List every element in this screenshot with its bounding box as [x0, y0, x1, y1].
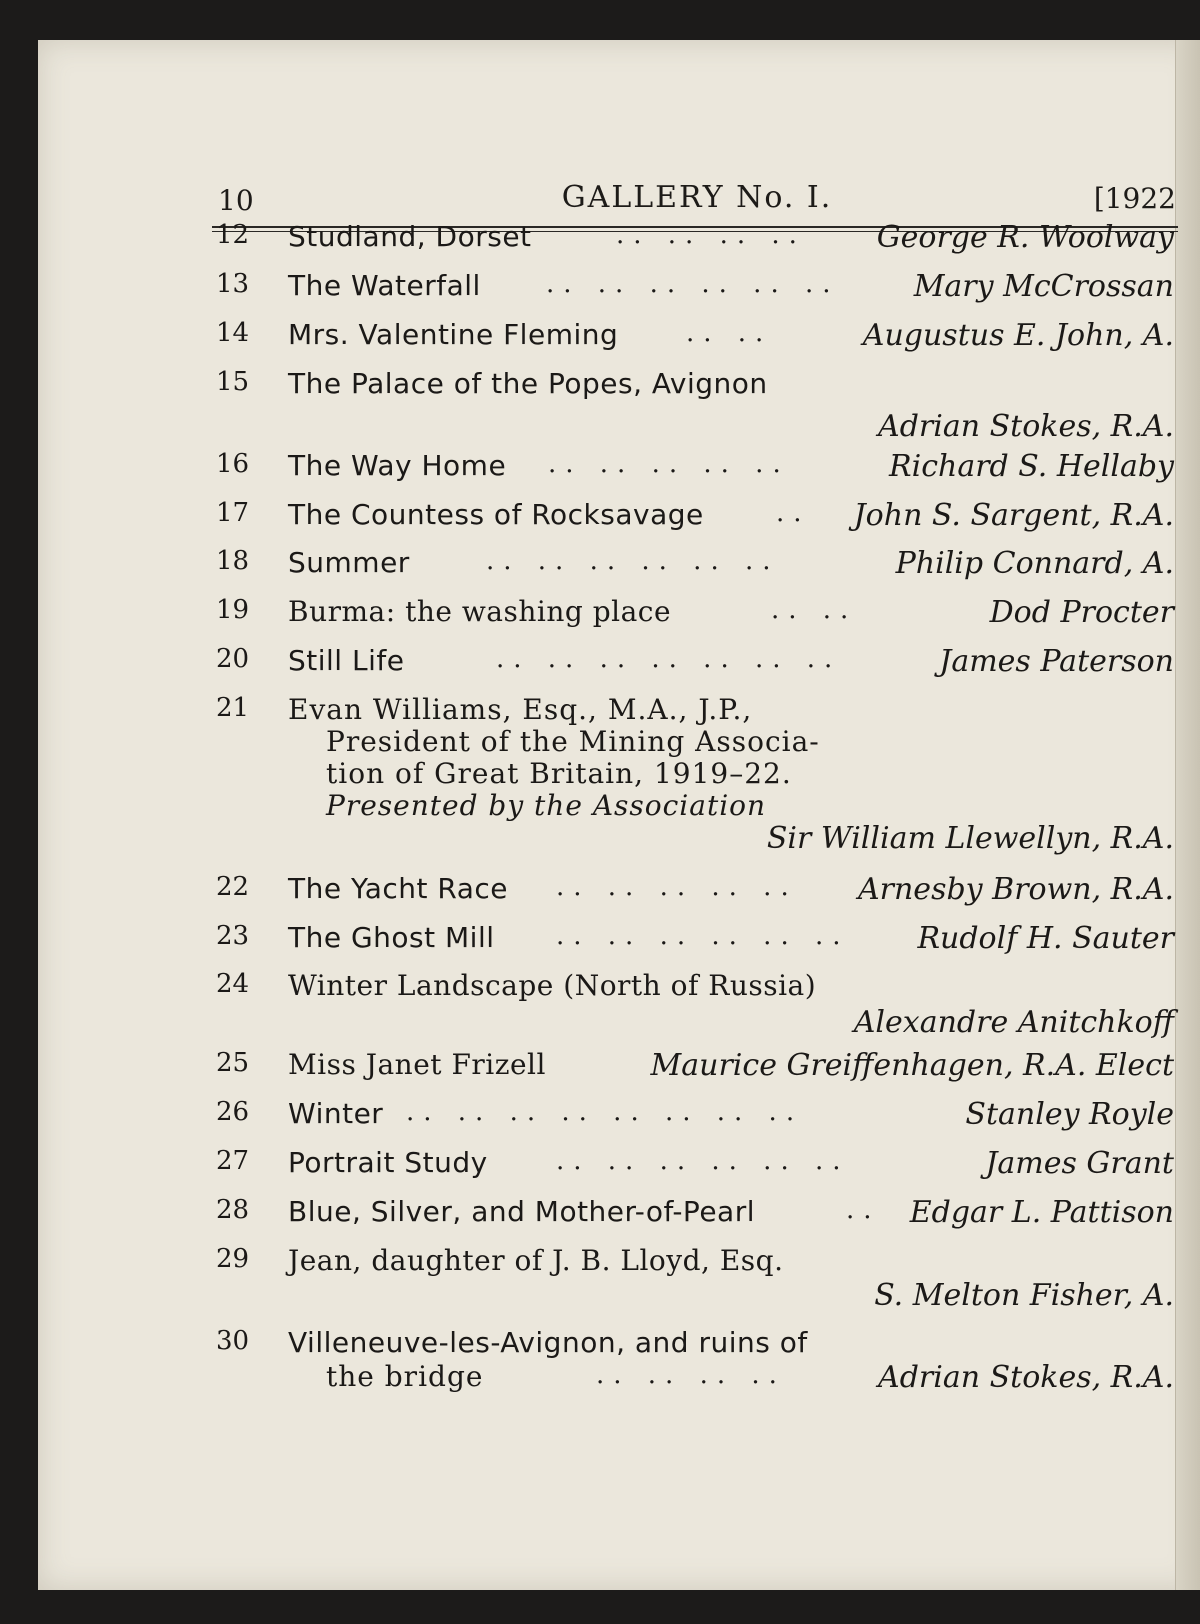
entry-artist: Philip Connard, A. — [895, 546, 1174, 581]
entry-title: Burma: the washing place — [288, 595, 672, 628]
entry-title: The Palace of the Popes, Avignon — [288, 367, 768, 400]
leader-dots: .. .. .. .. — [596, 1360, 786, 1390]
entry-artist: Dod Procter — [989, 595, 1174, 630]
entry-artist: Maurice Greiffenhagen, R.A. Elect — [650, 1048, 1174, 1083]
entry-number: 27 — [216, 1146, 250, 1176]
leader-dots: .. — [846, 1195, 881, 1225]
entry-title: Jean, daughter of J. B. Lloyd, Esq. — [288, 1244, 784, 1277]
entry-number: 23 — [216, 921, 250, 951]
entry-number: 20 — [216, 644, 250, 674]
entry-number: 21 — [216, 693, 250, 723]
entry-artist: James Paterson — [939, 644, 1174, 679]
page-number: 10 — [218, 184, 254, 217]
entry-artist: Stanley Royle — [965, 1097, 1174, 1132]
entry-number: 13 — [216, 269, 250, 299]
entry-number: 29 — [216, 1244, 250, 1274]
leader-dots: .. .. .. .. .. — [556, 872, 798, 902]
entry-artist: Edgar L. Pattison — [909, 1195, 1174, 1230]
entry-number: 24 — [216, 969, 250, 999]
entry-artist: Sir William Llewellyn, R.A. — [766, 821, 1174, 856]
page-title: GALLERY No. I. — [561, 180, 833, 215]
entry-title: The Yacht Race — [288, 872, 509, 905]
leader-dots: .. .. .. .. .. — [548, 449, 790, 479]
entry-number: 19 — [216, 595, 250, 625]
leader-dots: .. .. .. .. .. .. — [556, 921, 850, 951]
entry-title: Winter — [288, 1097, 384, 1130]
entry-title: Villeneuve-les-Avignon, and ruins of — [288, 1326, 808, 1359]
entry-title: Still Life — [288, 644, 405, 677]
leader-dots: .. .. — [771, 595, 858, 625]
entry-title: The Ghost Mill — [288, 921, 495, 954]
entry-title: The Way Home — [288, 449, 507, 482]
entry-artist: Adrian Stokes, R.A. — [878, 409, 1174, 444]
entry-title: Miss Janet Frizell — [288, 1048, 546, 1081]
entry-title-line: tion of Great Britain, 1919–22. — [326, 757, 792, 790]
leader-dots: .. .. .. .. .. .. .. — [496, 644, 842, 674]
leader-dots: .. .. .. .. .. .. — [556, 1146, 850, 1176]
entry-list — [38, 40, 1200, 1590]
entry-title: Studland, Dorset — [288, 220, 532, 253]
entry-number: 17 — [216, 498, 250, 528]
entry-title: Blue, Silver, and Mother-of-Pearl — [288, 1195, 755, 1228]
entry-artist: Augustus E. John, A. — [862, 318, 1174, 353]
entry-number: 15 — [216, 367, 250, 397]
entry-artist: Adrian Stokes, R.A. — [878, 1360, 1174, 1395]
year-label: [1922 — [1093, 182, 1176, 215]
entry-title: Mrs. Valentine Fleming — [288, 318, 619, 351]
entry-artist: Alexandre Anitchkoff — [853, 1005, 1174, 1040]
entry-title-line: President of the Mining Associa- — [326, 725, 820, 758]
entry-title: Winter Landscape (North of Russia) — [288, 969, 817, 1002]
entry-artist: Arnesby Brown, R.A. — [857, 872, 1174, 907]
entry-artist: S. Melton Fisher, A. — [874, 1278, 1174, 1313]
entry-number: 16 — [216, 449, 250, 479]
leader-dots: .. .. .. .. — [616, 220, 806, 250]
entry-title-line: the bridge — [326, 1360, 484, 1393]
entry-artist: Rudolf H. Sauter — [917, 921, 1174, 956]
entry-title: The Waterfall — [288, 269, 481, 302]
leader-dots: .. .. .. .. .. .. — [546, 269, 840, 299]
entry-artist: John S. Sargent, R.A. — [853, 498, 1174, 533]
entry-artist: James Grant — [985, 1146, 1174, 1181]
entry-title: Portrait Study — [288, 1146, 488, 1179]
entry-artist: Richard S. Hellaby — [889, 449, 1174, 484]
entry-number: 14 — [216, 318, 250, 348]
entry-number: 22 — [216, 872, 250, 902]
catalogue-page — [38, 40, 1200, 1590]
entry-title: Summer — [288, 546, 410, 579]
entry-provenance: Presented by the Association — [326, 789, 767, 822]
entry-number: 18 — [216, 546, 250, 576]
entry-title: Evan Williams, Esq., M.A., J.P., — [288, 693, 753, 726]
entry-number: 26 — [216, 1097, 250, 1127]
entry-title: The Countess of Rocksavage — [288, 498, 704, 531]
entry-number: 28 — [216, 1195, 250, 1225]
leader-dots: .. .. .. .. .. .. .. .. — [406, 1097, 804, 1127]
entry-number: 12 — [216, 220, 250, 250]
leader-dots: .. .. — [686, 318, 773, 348]
leader-dots: .. .. .. .. .. .. — [486, 546, 780, 576]
entry-artist: George R. Woolway — [876, 220, 1174, 255]
entry-number: 25 — [216, 1048, 250, 1078]
leader-dots: .. — [776, 498, 811, 528]
entry-artist: Mary McCrossan — [913, 269, 1174, 304]
entry-number: 30 — [216, 1326, 250, 1356]
